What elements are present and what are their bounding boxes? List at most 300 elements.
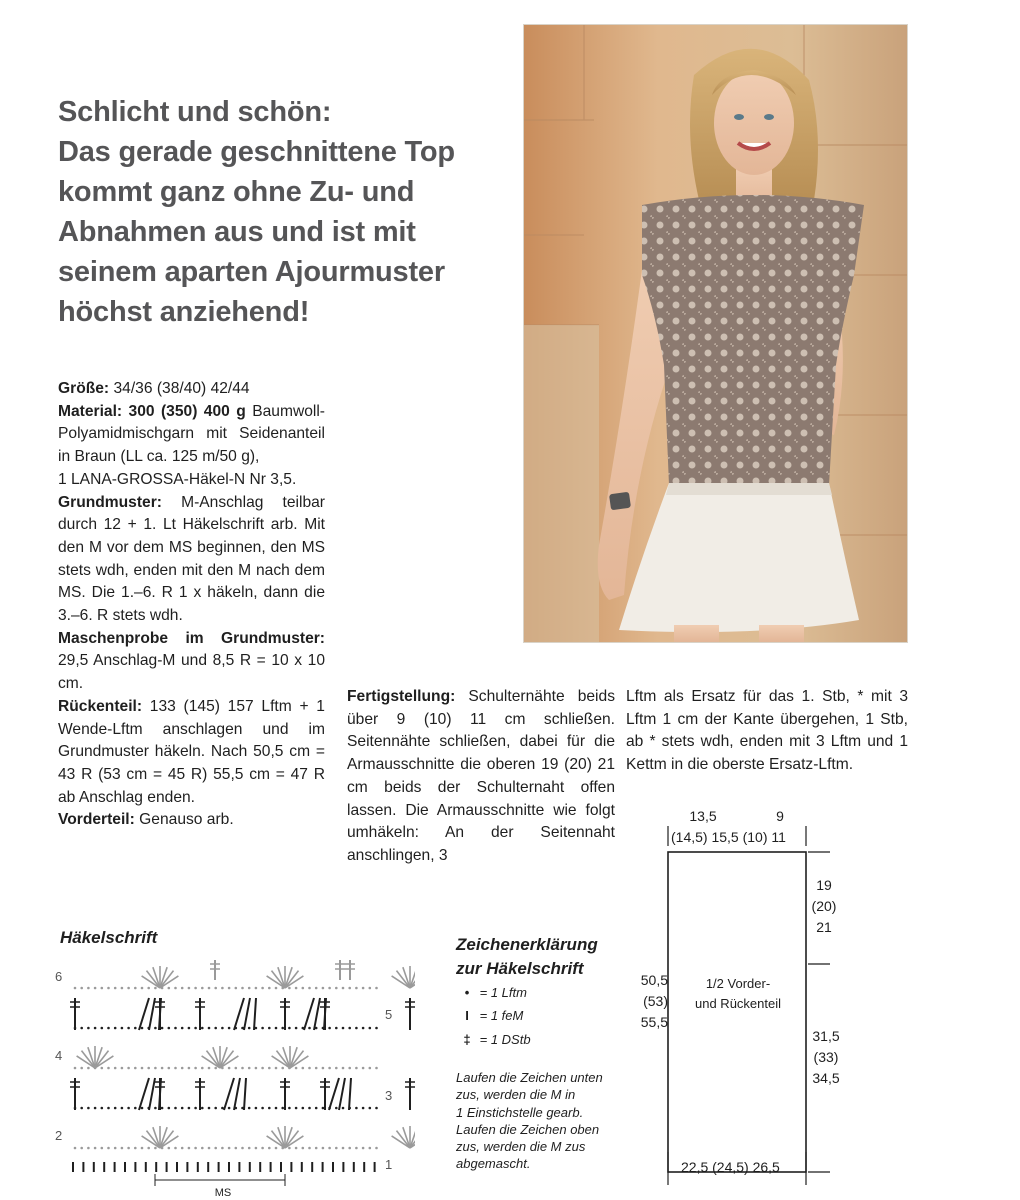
chain-dot [375,1107,378,1110]
chain-dot [161,1107,164,1110]
chain-dot [74,987,77,990]
chain-dot [268,987,271,990]
cluster-stroke [244,998,250,1030]
material-paragraph [58,401,325,469]
crochet-chart [55,950,415,1200]
chain-stitch-icon: • [464,985,470,1000]
cluster-stroke [314,998,320,1030]
chain-dot [275,987,278,990]
chain-dot [342,1147,345,1150]
finishing-continued: Lftm als Ersatz für das 1. Stb, * mit 3 Lftm 1 cm der Kante übergehen, 1 Stb, ab * stets wdh, enden mit 3 Lftm und 1 Kettm in die oberste Ersatz-Lftm. [626,688,908,774]
chain-dot [147,1147,150,1150]
measure-line: 21 [816,919,832,935]
cluster-stroke [234,1078,240,1110]
chain-dot [154,1027,157,1030]
chain-dot [201,1107,204,1110]
gauge-paragraph [58,628,325,696]
chain-dot [208,987,211,990]
finishing-text: Schulternähte beids über 9 (10) 11 cm schließen. Seitennähte schließen, dabei für die Armausschnitte die oberen 19 (20) 21 cm beids der Schulternaht offen lassen. Die Armausschnitte wie folgt umhäkeln: An der Seitennaht anschlingen, 3 [347,688,615,864]
chain-dot [362,1027,365,1030]
row-number-6: 6 [55,969,63,984]
chain-dot [141,987,144,990]
back-label: Rückenteil: [58,697,143,715]
chain-dot [355,1027,358,1030]
chain-dot [101,1147,104,1150]
chain-dot [375,1147,378,1150]
chain-dot [114,1067,117,1070]
chain-dot [348,987,351,990]
stitch-fan-row-4 [277,1051,290,1068]
chain-dot [308,1147,311,1150]
chain-dot [315,1107,318,1110]
headline-line: seinem aparten Ajourmuster [58,256,445,288]
chain-dot [369,1027,372,1030]
chain-dot [261,1027,264,1030]
stitch-fan-row-6 [147,971,160,988]
chain-dot [375,987,378,990]
center-label-line: 1/2 Vorder- [705,976,771,991]
stitch-fan-row-4 [82,1051,95,1068]
chart-marks [70,960,415,1172]
schematic-bottom-line: 22,5 (24,5) 26,5 [681,1159,780,1175]
stitch-fan-row-2 [397,1131,410,1148]
chain-dot [221,1147,224,1150]
cluster-stroke [149,998,155,1030]
chain-dot [214,1067,217,1070]
front-paragraph [58,809,325,832]
chain-dot [141,1027,144,1030]
chain-dot [87,1147,90,1150]
chain-dot [181,1147,184,1150]
chain-dot [348,1067,351,1070]
cluster-stroke [224,1078,234,1110]
chain-dot [154,1107,157,1110]
chain-dot [101,987,104,990]
chain-dot [375,1027,378,1030]
schematic-top-left-value: 13,5 [689,808,717,824]
chain-dot [328,1027,331,1030]
row-number-2: 2 [55,1128,63,1143]
chain-dot [154,1067,157,1070]
chain-dot [335,1027,338,1030]
chain-dot [94,1147,97,1150]
chain-dot [141,1067,144,1070]
chain-dot [375,1067,378,1070]
chain-dot [281,1107,284,1110]
chain-dot [168,1107,171,1110]
chain-dot [174,1147,177,1150]
chain-dot [121,1107,124,1110]
material-text: Baumwoll-Polyamidmischgarn mit Seidenanteil in Braun (LL ca. 125 m/50 g), [58,402,325,466]
chain-dot [348,1027,351,1030]
chain-dot [328,987,331,990]
chain-dot [335,987,338,990]
chain-dot [114,987,117,990]
chain-dot [362,987,365,990]
chain-dot [188,987,191,990]
chain-dot [288,1027,291,1030]
chain-dot [214,1027,217,1030]
chain-dot [114,1107,117,1110]
chain-dot [261,1067,264,1070]
chain-dot [181,1027,184,1030]
chain-dot [188,1147,191,1150]
measure-line: (20) [811,898,837,914]
chain-dot [355,987,358,990]
chain-dot [188,1107,191,1110]
pattern-paragraph [58,492,325,628]
chain-dot [328,1067,331,1070]
chain-dot [248,1067,251,1070]
chain-dot [228,1107,231,1110]
chain-dot [80,987,83,990]
stitch-fan-row-6 [160,971,173,988]
chain-dot [181,987,184,990]
center-label-line: und Rückenteil [695,996,781,1011]
chain-dot [114,1027,117,1030]
chain-dot [101,1107,104,1110]
chain-dot [107,1027,110,1030]
chain-dot [168,1067,171,1070]
chain-dot [147,987,150,990]
chain-dot [87,1067,90,1070]
chain-dot [335,1067,338,1070]
stitch-fan-row-6 [272,971,285,988]
chain-dot [241,1067,244,1070]
stitch-fan-row-2 [160,1131,173,1148]
cluster-stroke [304,998,314,1030]
chain-dot [221,987,224,990]
chain-dot [315,1067,318,1070]
back-paragraph [58,696,325,810]
chain-dot [127,1107,130,1110]
chain-dot [228,1147,231,1150]
chain-dot [308,1027,311,1030]
chain-dot [315,1147,318,1150]
crochet-chart-title: Häkelschrift [60,928,158,947]
chain-dot [295,1147,298,1150]
chain-dot [107,1107,110,1110]
chain-dot [121,1027,124,1030]
size-text: 34/36 (38/40) 42/44 [113,380,250,397]
chain-dot [208,1107,211,1110]
chain-dot [342,1027,345,1030]
stitch-fan-row-6 [397,971,410,988]
gauge-text: 29,5 Anschlag-M und 8,5 R = 10 x 10 cm. [58,652,325,693]
legend-note [456,1069,631,1173]
chain-dot [214,1107,217,1110]
pattern-text: M-Anschlag teilbar durch 12 + 1. Lt Häkelschrift arb. Mit den M vor dem MS beginnen, den MS stets wdh, enden mit den M nach dem MS. Die 1.–6. R 1 x häkeln, dann die 3.–6. R stets wdh. [58,493,325,625]
model-photo [523,24,908,643]
chain-dot [168,1147,171,1150]
chain-dot [174,1107,177,1110]
chain-dot [87,987,90,990]
finishing-paragraph [347,686,615,868]
pattern-repeat-label: MS [214,1187,232,1199]
chain-dot [114,1147,117,1150]
chain-dot [261,987,264,990]
chain-dot [80,1147,83,1150]
chain-dot [268,1067,271,1070]
chain-dot [295,987,298,990]
front-label: Vorderteil: [58,811,135,829]
chain-dot [161,1067,164,1070]
chain-dot [241,1147,244,1150]
measure-line: 50,5 [640,972,668,988]
chain-dot [261,1107,264,1110]
instructions-column-1 [58,378,325,832]
headline [58,92,518,332]
chain-dot [302,987,305,990]
chain-dot [107,987,110,990]
chain-dot [342,987,345,990]
chain-dot [308,987,311,990]
chain-dot [281,1027,284,1030]
chain-dot [248,1107,251,1110]
row-number-4: 4 [55,1048,63,1063]
chain-dot [74,1147,77,1150]
chain-dot [248,1027,251,1030]
legend-title [456,933,598,981]
pattern-label: Grundmuster: [58,493,162,511]
chain-dot [194,1027,197,1030]
chain-dot [362,1107,365,1110]
legend-title-line: Zeichenerklärung [456,935,598,954]
chain-dot [154,1147,157,1150]
chain-dot [302,1067,305,1070]
headline-line: höchst anziehend! [58,296,310,328]
chain-dot [181,1107,184,1110]
chain-dot [235,1067,238,1070]
measure-line: 31,5 [812,1028,840,1044]
cluster-stroke [149,1078,155,1110]
chain-dot [168,1027,171,1030]
legend-note-line: 1 Einstichstelle gearb. [456,1104,584,1120]
stitch-fan-row-2 [147,1131,160,1148]
chain-dot [154,987,157,990]
chain-dot [188,1027,191,1030]
chain-dot [362,1147,365,1150]
chain-dot [208,1027,211,1030]
chain-dot [181,1067,184,1070]
chain-dot [228,987,231,990]
chain-dot [87,1107,90,1110]
size-paragraph [58,378,325,401]
chain-dot [255,1107,258,1110]
material-needle: 1 LANA-GROSSA-Häkel-N Nr 3,5. [58,470,297,488]
chain-dot [348,1147,351,1150]
chain-dot [141,1147,144,1150]
gauge-label: Maschenprobe im Grundmuster: [58,629,325,647]
chain-dot [127,1027,130,1030]
legend-item-chain [458,985,527,1000]
cluster-stroke [349,1078,351,1110]
chain-dot [275,1147,278,1150]
chain-dot [275,1107,278,1110]
chain-dot [228,1067,231,1070]
measure-line: (53) [643,993,668,1009]
chain-dot [369,1147,372,1150]
schematic-top-line: (14,5) 15,5 (10) 11 [671,829,786,845]
chain-dot [221,1027,224,1030]
chain-dot [134,987,137,990]
chain-dot [80,1067,83,1070]
chain-dot [302,1107,305,1110]
chain-dot [268,1027,271,1030]
chain-dot [322,1147,325,1150]
cluster-stroke [339,1078,345,1110]
cluster-stroke [254,998,256,1030]
cluster-stroke [329,1078,339,1110]
chain-dot [355,1147,358,1150]
back-text: 133 (145) 157 Lftm + 1 Wende-Lftm anschlagen und im Grundmuster häkeln. Nach 50,5 cm = 43 R (53 cm = 45 R) 55,5 cm = 47 R ab Anschlag enden. [58,697,325,806]
chain-dot [255,1067,258,1070]
measure-line: (33) [813,1049,839,1065]
finishing-label: Fertigstellung: [347,688,456,705]
single-crochet-icon: I [465,1008,469,1023]
chain-dot [141,1107,144,1110]
chain-dot [201,987,204,990]
chain-dot [369,987,372,990]
legend-item-text: = 1 feM [479,1008,524,1023]
chain-dot [134,1147,137,1150]
chain-dot [355,1107,358,1110]
chain-dot [201,1147,204,1150]
legend-item-single-crochet [458,1008,523,1023]
chain-dot [214,987,217,990]
chain-dot [134,1067,137,1070]
chain-dot [101,1067,104,1070]
chain-dot [295,1027,298,1030]
chain-dot [121,987,124,990]
cluster-stroke [234,998,244,1030]
headline-line: Das gerade geschnittene Top [58,136,455,168]
instructions-column-2 [347,686,615,868]
legend-note-line: Laufen die Zeichen unten [456,1070,603,1085]
legend-item-text: = 1 DStb [479,1032,531,1047]
headline-line: kommt ganz ohne Zu- und [58,176,415,208]
chain-dot [328,1147,331,1150]
chain-dot [369,1067,372,1070]
chain-dot [201,1027,204,1030]
chain-dot [295,1067,298,1070]
chain-dot [342,1107,345,1110]
legend-note-line: Laufen die Zeichen oben [456,1121,600,1137]
headline-line: Abnahmen aus und ist mit [58,216,416,248]
chain-dot [275,1067,278,1070]
row-number-3: 3 [385,1088,393,1103]
chain-dot [94,987,97,990]
cluster-stroke [244,1078,246,1110]
chain-dot [174,1027,177,1030]
legend-item-text: = 1 Lftm [479,985,527,1000]
chain-dot [235,1147,238,1150]
double-treble-icon: ‡ [463,1032,471,1047]
chain-dot [322,987,325,990]
chain-dot [194,987,197,990]
chain-dot [107,1067,110,1070]
size-label: Größe: [58,380,110,397]
photo-illustration [524,25,907,642]
chain-dot [255,987,258,990]
chain-dot [241,987,244,990]
chain-dot [248,987,251,990]
chain-dot [288,987,291,990]
chain-dot [107,1147,110,1150]
chain-dot [174,987,177,990]
schematic-top-right-value: 9 [776,808,784,824]
chain-dot [147,1067,150,1070]
chain-dot [248,1147,251,1150]
legend-item-double-treble [458,1032,531,1047]
chain-dot [127,1067,130,1070]
schematic-diagram [640,820,840,1190]
chain-dot [235,987,238,990]
chain-dot [228,1027,231,1030]
chain-dot [281,1067,284,1070]
chain-dot [362,1067,365,1070]
chain-dot [188,1067,191,1070]
stitch-fan-row-4 [95,1051,108,1068]
chain-dot [295,1107,298,1110]
chain-dot [94,1107,97,1110]
chain-dot [355,1067,358,1070]
material-label: Material: 300 (350) 400 g [58,402,246,420]
chain-dot [80,1107,83,1110]
chain-dot [315,987,318,990]
chain-dot [194,1067,197,1070]
legend-note-line: zus, werden die M in [456,1087,576,1103]
chain-dot [94,1027,97,1030]
chain-dot [268,1107,271,1110]
chain-dot [322,1067,325,1070]
chain-dot [121,1067,124,1070]
chain-dot [127,1147,130,1150]
chain-dot [322,1107,325,1110]
stitch-fan-row-2 [285,1131,298,1148]
measure-line: 34,5 [812,1070,840,1086]
chain-dot [214,1147,217,1150]
chain-dot [194,1147,197,1150]
chain-dot [268,1147,271,1150]
measure-line: 55,5 [640,1014,668,1030]
chain-dot [308,1107,311,1110]
chain-dot [174,1067,177,1070]
chain-dot [87,1027,90,1030]
stitch-fan-row-4 [207,1051,220,1068]
chain-dot [74,1067,77,1070]
instructions-column-3 [626,686,908,777]
chain-dot [261,1147,264,1150]
row-number-5: 5 [385,1007,393,1022]
chain-dot [342,1067,345,1070]
chain-dot [288,1147,291,1150]
stitch-fan-row-6 [285,971,298,988]
headline-line: Schlicht und schön: [58,96,332,128]
cluster-stroke [139,1078,149,1110]
chain-dot [275,1027,278,1030]
stitch-fan-row-4 [220,1051,233,1068]
chain-dot [369,1107,372,1110]
chain-dot [127,987,130,990]
chain-dot [335,1147,338,1150]
legend-note-line: zus, werden die M zus [456,1139,586,1155]
chain-dot [80,1027,83,1030]
chain-dot [101,1027,104,1030]
chain-dot [134,1027,137,1030]
chain-dot [255,1147,258,1150]
chain-dot [134,1107,137,1110]
